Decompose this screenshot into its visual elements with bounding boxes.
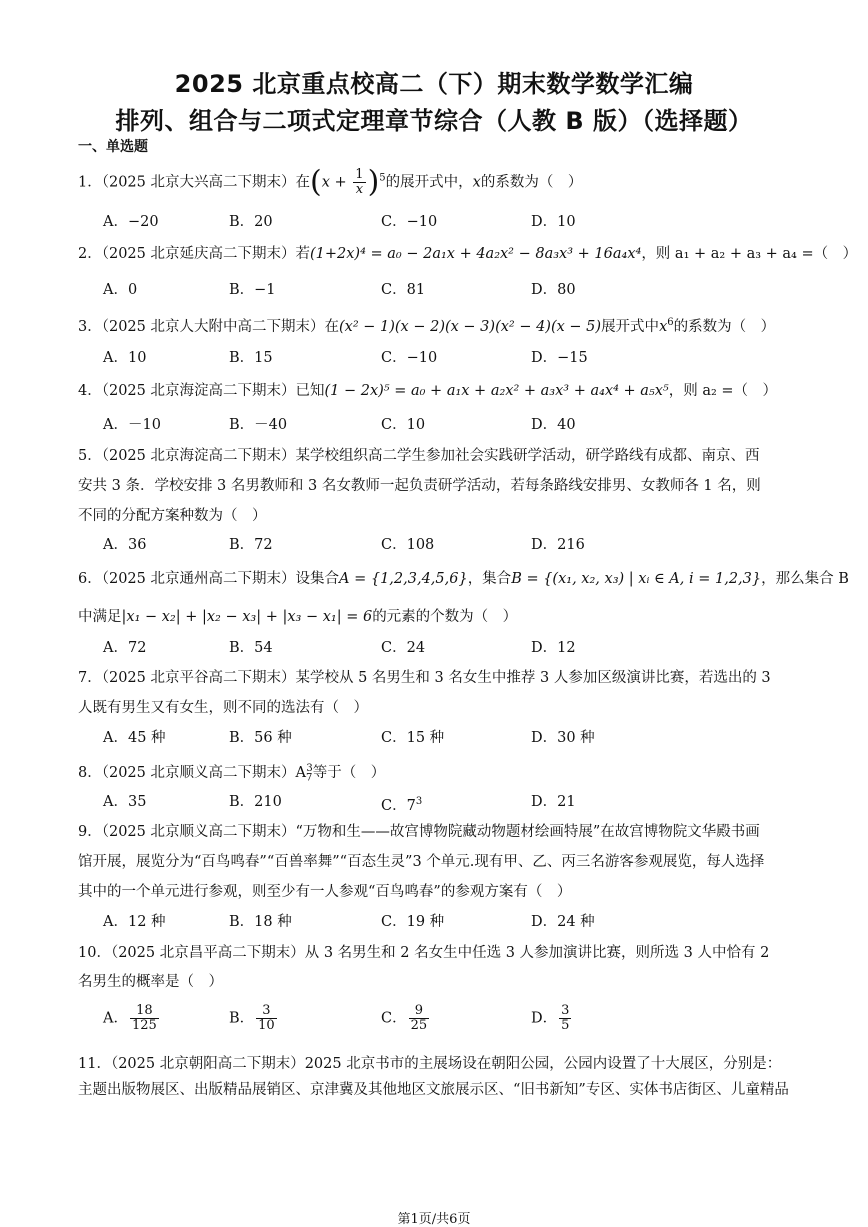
question-1: 1．（2025 北京大兴高二下期末）在(x + $\frac{1}{x}$ )$^5$的展开式中，x的系数为（ ）	[78, 164, 583, 200]
option-a: A．−20	[103, 214, 159, 230]
page-footer: 第1页/共6页	[397, 1212, 471, 1227]
option-b: B．−1	[229, 282, 276, 298]
question-4-options	[103, 415, 803, 439]
question-2: 2．（2025 北京延庆高二下期末）若(1+2x)⁴ = a₀ − 2a₁x + 4a₂x² − 8a₃x³ + 16a₄x⁴，则 a₁ + a₂ + a₃ + a₄ =（ ）	[78, 246, 858, 262]
question-3: 3．（2025 北京人大附中高二下期末）在(x² − 1)(x − 2)(x − 3)(x² − 4)(x − 5)展开式中$x^6$的系数为（ ）	[78, 317, 776, 335]
option-d: D．216	[531, 537, 585, 553]
option-b: B． $\frac{3}{10}$	[229, 1003, 275, 1033]
option-b: B．15	[229, 350, 273, 366]
question-9-line2: 馆开展，展览分为“百鸟鸣春”“百兽率舞”“百态生灵”3 个单元.现有甲、乙、丙三名游客参观展览，每人选择	[78, 854, 765, 870]
option-d: D．80	[531, 282, 576, 298]
question-4: 4．（2025 北京海淀高二下期末）已知(1 − 2x)⁵ = a₀ + a₁x + a₂x² + a₃x³ + a₄x⁴ + a₅x⁵，则 a₂ =（ ）	[78, 383, 778, 399]
option-d: D．12	[531, 640, 576, 656]
option-c: C．10	[381, 417, 426, 433]
option-c: C．−10	[381, 214, 438, 230]
question-10-options	[103, 1004, 803, 1044]
option-a: A．10	[103, 350, 147, 366]
section-heading: 一、单选题	[78, 139, 148, 155]
option-a: A．36	[103, 537, 147, 553]
question-11-line1: 11．（2025 北京朝阳高二下期末）2025 北京书市的主展场设在朝阳公园，公园内设置了十大展区，分别是：	[78, 1056, 782, 1072]
option-d: D．−15	[531, 350, 588, 366]
question-6-options	[103, 638, 803, 662]
option-c: C．81	[381, 282, 426, 298]
question-5-line2: 安共 3 条．学校安排 3 名男教师和 3 名女教师一起负责研学活动，若每条路线安排男、女教师各 1 名，则	[78, 478, 761, 494]
option-d: D．40	[531, 417, 576, 433]
question-6-line1: 6．（2025 北京通州高二下期末）设集合A = {1,2,3,4,5,6}，集合B = {(x₁, x₂, x₃) | xᵢ ∈ A, i = 1,2,3}，那么集合 B	[78, 571, 849, 587]
document-title-line2: 排列、组合与二项式定理章节综合（人教 B 版）（选择题）	[115, 107, 753, 135]
question-10-line1: 10．（2025 北京昌平高二下期末）从 3 名男生和 2 名女生中任选 3 人参加演讲比赛，则所选 3 人中恰有 2	[78, 945, 770, 961]
option-b: B．210	[229, 794, 282, 810]
question-2-formula: (1+2x)⁴ = a₀ − 2a₁x + 4a₂x² − 8a₃x³ + 16a₄x⁴	[310, 246, 642, 262]
question-7-options	[103, 728, 803, 752]
question-2-options	[103, 280, 803, 304]
question-5-options	[103, 535, 803, 559]
question-11-line2: 主题出版物展区、出版精品展销区、京津冀及其他地区文旅展示区、“旧书新知”专区、实体书店街区、儿童精品	[78, 1082, 789, 1098]
option-d: D．21	[531, 794, 576, 810]
question-7-line2: 人既有男生又有女生，则不同的选法有（ ）	[78, 700, 368, 716]
question-4-formula: (1 − 2x)⁵ = a₀ + a₁x + a₂x² + a₃x³ + a₄x⁴ + a₅x⁵	[324, 383, 669, 399]
question-3-formula: (x² − 1)(x − 2)(x − 3)(x² − 4)(x − 5)	[339, 318, 602, 335]
question-7-line1: 7．（2025 北京平谷高二下期末）某学校从 5 名男生和 3 名女生中推荐 3 人参加区级演讲比赛，若选出的 3	[78, 670, 771, 686]
question-8: 8．（2025 北京顺义高二下期末）$A_7^3$等于（ ）	[78, 763, 386, 784]
option-c: C．24	[381, 640, 426, 656]
question-5-line3: 不同的分配方案种数为（ ）	[78, 508, 267, 524]
option-c: C．$7^3$	[381, 796, 423, 814]
option-b: B．－40	[229, 417, 288, 433]
question-1-text: 的展开式中，	[385, 174, 473, 191]
option-a: A．－10	[103, 417, 161, 433]
option-a: A．35	[103, 794, 147, 810]
question-9-options	[103, 912, 803, 936]
option-c: C．108	[381, 537, 435, 553]
question-3-options	[103, 348, 803, 372]
question-10-line2: 名男生的概率是（ ）	[78, 974, 223, 990]
option-c: C．15 种	[381, 730, 445, 746]
option-d: D．30 种	[531, 730, 595, 746]
option-c: C． $\frac{9}{25}$	[381, 1003, 428, 1033]
option-a: A．0	[103, 282, 138, 298]
question-8-options	[103, 792, 803, 816]
option-d: D．10	[531, 214, 576, 230]
option-a: A． $\frac{18}{125}$	[103, 1003, 157, 1033]
option-d: D． $\frac{3}{5}$	[531, 1003, 570, 1033]
option-a: A．12 种	[103, 914, 166, 930]
question-1-prefix: 1．（2025 北京大兴高二下期末）在	[78, 174, 310, 191]
option-b: B．20	[229, 214, 273, 230]
option-a: A．45 种	[103, 730, 166, 746]
question-9-line3: 其中的一个单元进行参观，则至少有一人参观“百鸟鸣春”的参观方案有（ ）	[78, 884, 572, 900]
option-a: A．72	[103, 640, 147, 656]
option-d: D．24 种	[531, 914, 595, 930]
question-5-line1: 5．（2025 北京海淀高二下期末）某学校组织高二学生参加社会实践研学活动，研学路线有成都、南京、西	[78, 448, 760, 464]
question-6-line2: 中满足|x₁ − x₂| + |x₂ − x₃| + |x₃ − x₁| = 6的元素的个数为（ ）	[78, 609, 518, 625]
option-b: B．18 种	[229, 914, 292, 930]
question-9-line1: 9．（2025 北京顺义高二下期末）“万物和生——故宫博物院藏动物题材绘画特展”在故宫博物院文华殿书画	[78, 824, 760, 840]
option-b: B．72	[229, 537, 273, 553]
option-b: B．54	[229, 640, 273, 656]
option-b: B．56 种	[229, 730, 292, 746]
option-c: C．19 种	[381, 914, 445, 930]
question-1-options	[103, 212, 803, 236]
option-c: C．−10	[381, 350, 438, 366]
document-title-line1: 2025 北京重点校高二（下）期末数学数学汇编	[174, 70, 694, 98]
